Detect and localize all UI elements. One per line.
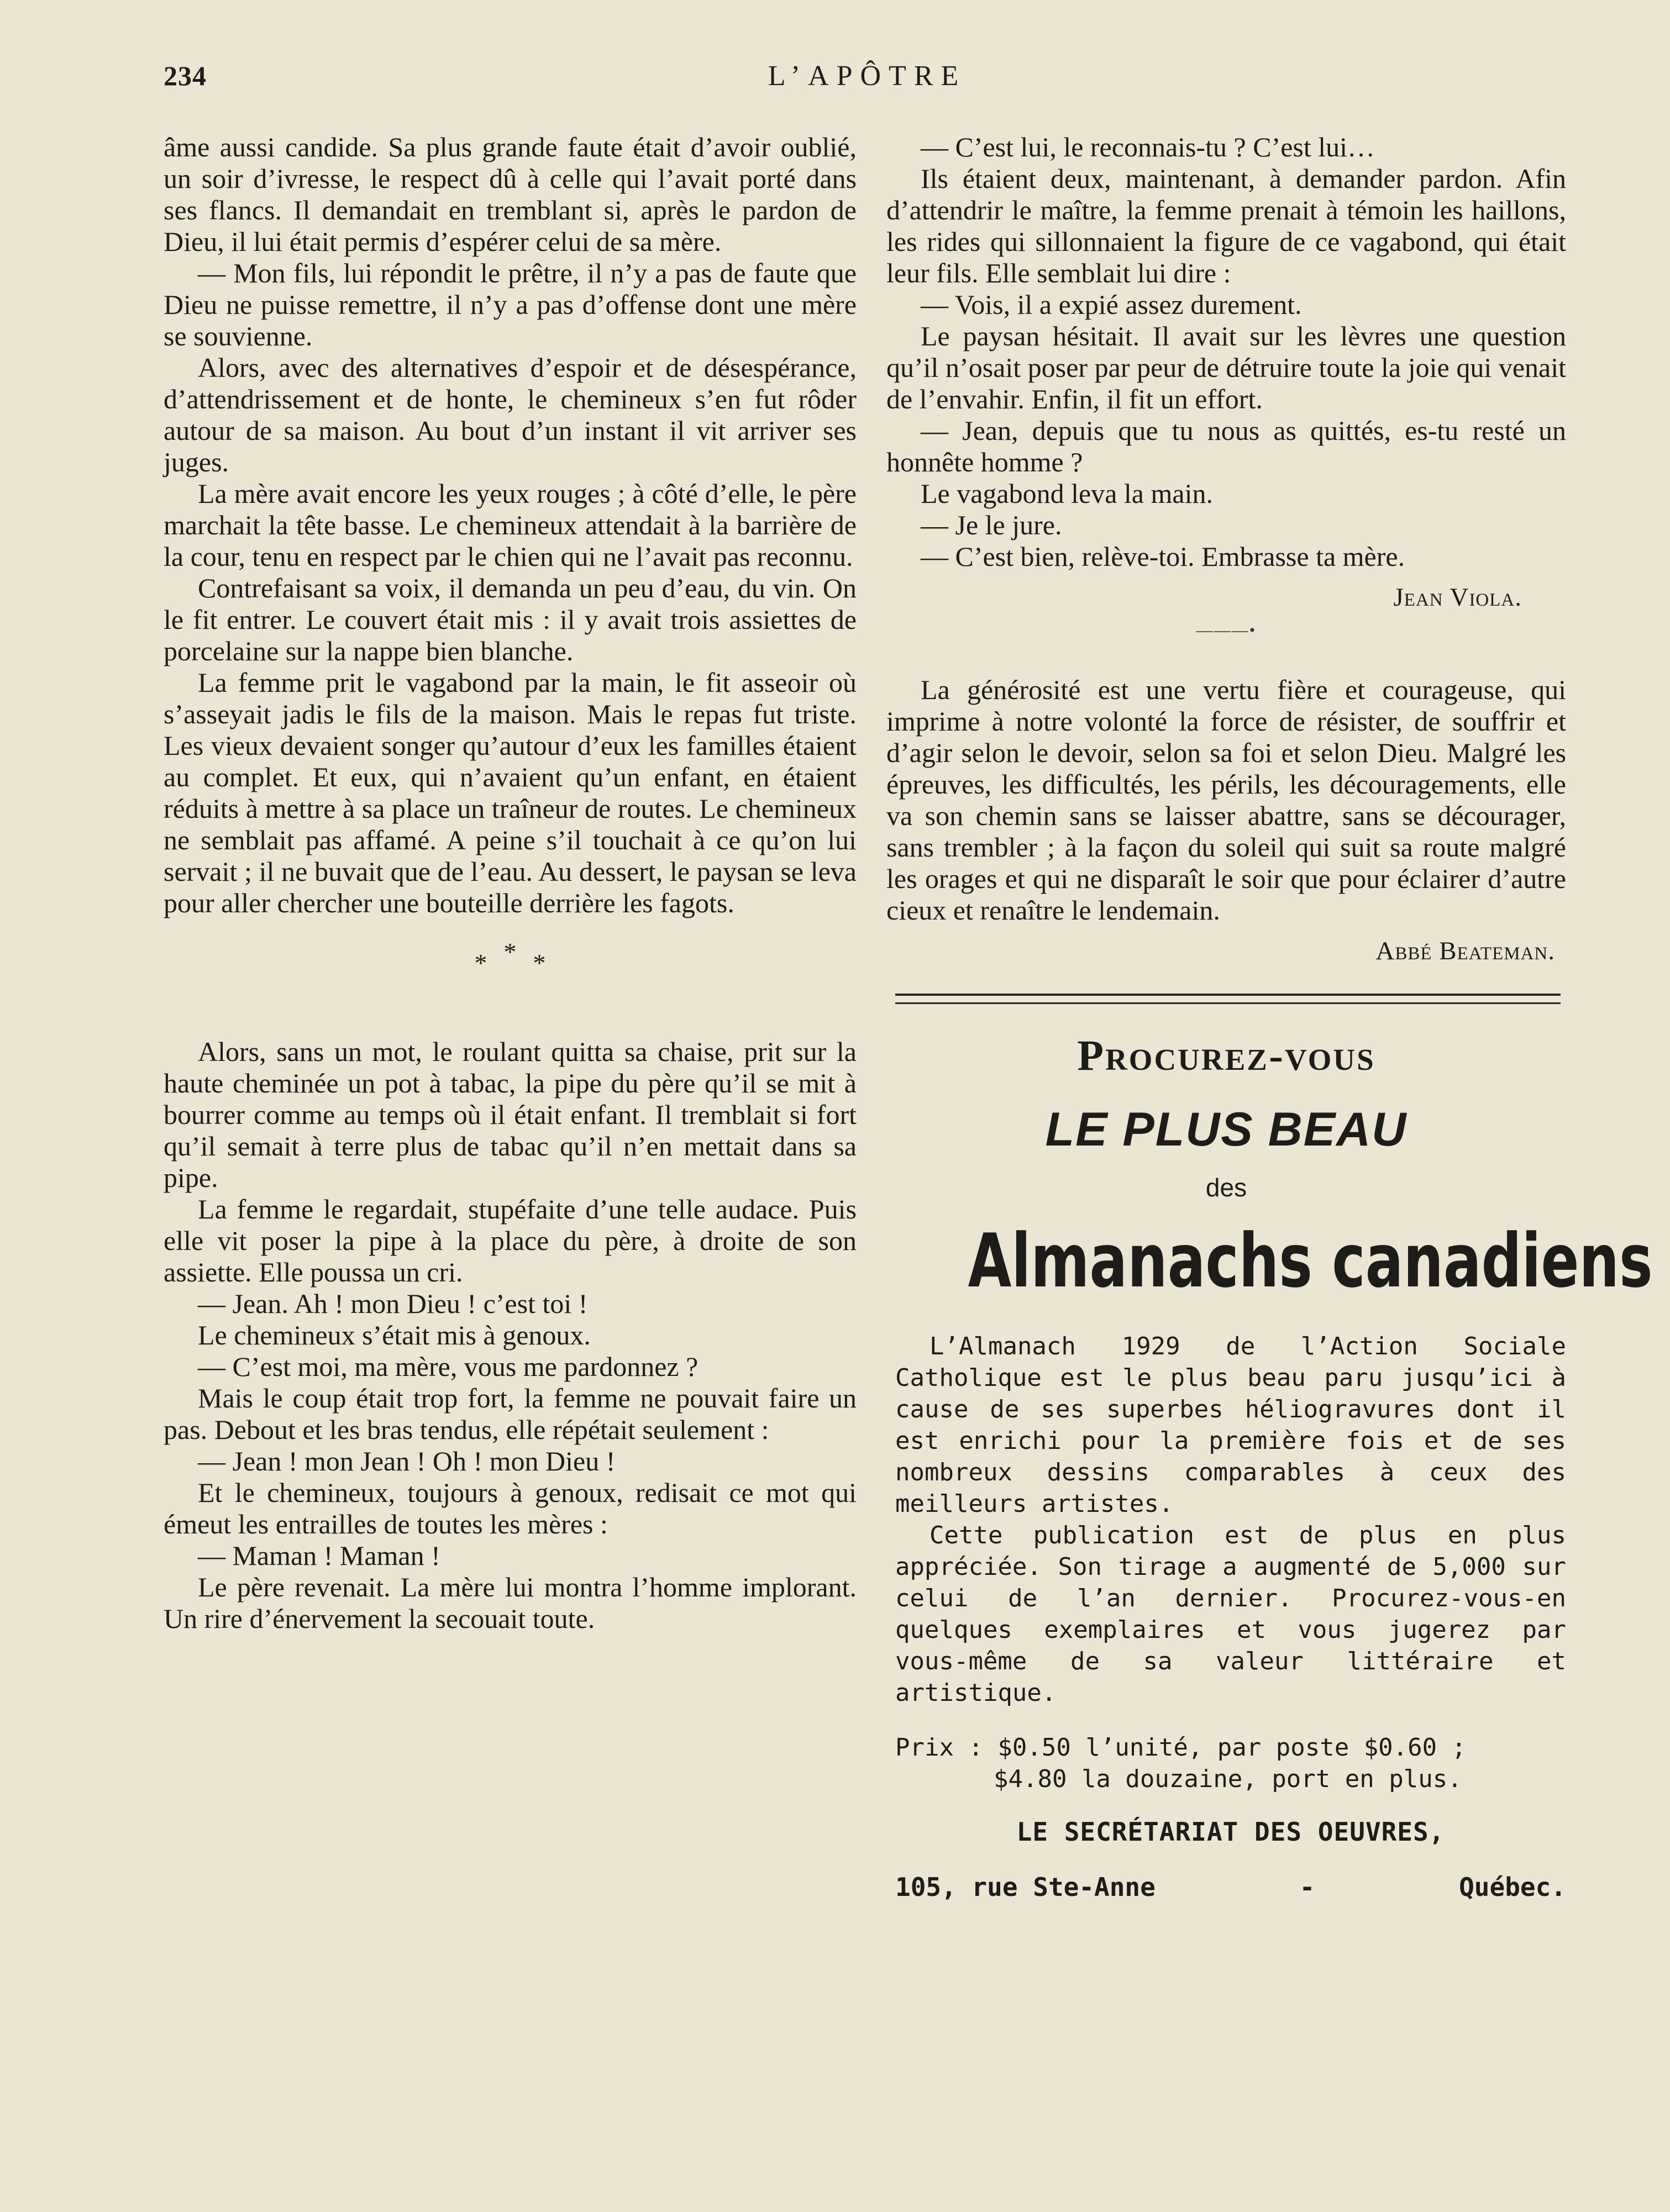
section-break-star: *	[503, 938, 517, 966]
dialogue-line: — C’est bien, relève-toi. Embrasse ta mère.	[921, 541, 1405, 572]
quote-paragraph: La générosité est une vertu fière et courageuse, qui imprime à notre volonté la force de résister, de souffrir et d’agir selon le devoir, selon sa foi et selon Dieu. Malgré les épreuves, les difficultés, les périls, les découragements, elle va son chemin sans se laisser abattre, sans se décourager, sans trembler ; à la façon du soleil qui suit sa route malgré les orages et qui ne disparaît le soir que pour éclairer d’autre cieux et renaître le lendemain.	[886, 674, 1566, 926]
ad-body-paragraph: Cette publication est de plus en plus appréciée. Son tirage a augmenté de 5,000 sur celui de l’an dernier. Procurez-vous-en quelques exemplaires et vous jugerez par vous-même de sa valeur littéraire et artistique.	[895, 1521, 1566, 1707]
story-paragraph: Ils étaient deux, maintenant, à demander pardon. Afin d’attendrir le maître, la femme prenait à témoin les haillons, les rides qui sillonnaient la figure de ce vagabond, qui était leur fils. Elle semblait lui dire :	[886, 163, 1566, 288]
story-paragraph: Alors, avec des alternatives d’espoir et de désespérance, d’attendrissement et de honte, le chemineux s’en fut rôder autour de sa maison. Au bout d’un instant il vit arriver ses juges.	[164, 352, 857, 477]
story-paragraph: Le père revenait. La mère lui montra l’homme implorant. Un rire d’énervement la secouait toute.	[164, 1572, 857, 1634]
dialogue-line: — C’est lui, le reconnais-tu ? C’est lui…	[921, 132, 1375, 162]
almanac-advertisement	[886, 994, 1653, 1902]
right-column	[886, 132, 1653, 1902]
section-break-star: *	[533, 949, 546, 977]
story-paragraph: Le chemineux s’était mis à genoux.	[198, 1320, 591, 1351]
section-divider: ———•	[1196, 621, 1257, 639]
ad-address-city: Québec.	[1459, 1872, 1566, 1902]
ad-top-rule	[895, 994, 1561, 1004]
dialogue-line: — Jean, depuis que tu nous as quittés, es-tu resté un honnête homme ?	[886, 415, 1566, 477]
ad-body-paragraph: L’Almanach 1929 de l’Action Sociale Catholique est le plus beau paru jusqu’ici à cause de ses superbes héliogravures dont il est enrichi pour la première fois et de ses nombreux dessins comparables à ceux des meilleurs artistes.	[895, 1332, 1566, 1518]
ad-product-title: Almanachs canadiens	[968, 1218, 1653, 1304]
section-break-star: *	[474, 949, 487, 977]
ad-address-street: 105, rue Ste-Anne	[895, 1872, 1156, 1902]
ad-price-line: $4.80 la douzaine, port en plus.	[994, 1765, 1462, 1793]
running-head	[164, 60, 1571, 98]
story-paragraph: Contrefaisant sa voix, il demanda un peu d’eau, du vin. On le fit entrer. Le couvert était mis : il y avait trois assiettes de porcelaine sur la nappe bien blanche.	[164, 572, 857, 666]
dialogue-line: — Jean. Ah ! mon Dieu ! c’est toi !	[198, 1288, 588, 1319]
left-column	[164, 132, 857, 1635]
story-paragraph: La femme le regardait, stupéfaite d’une telle audace. Puis elle vit poser la pipe à la place du père, à droite de son assiette. Elle poussa un cri.	[164, 1194, 857, 1288]
dialogue-line: — Je le jure.	[921, 509, 1062, 540]
ad-address	[895, 1872, 1566, 1902]
story-paragraph: La mère avait encore les yeux rouges ; à côté d’elle, le père marchait la tête basse. Le chemineux attendait à la barrière de la cour, tenu en respect par le chien qui ne l’avait pas reconnu.	[164, 478, 857, 572]
story-paragraph: Alors, sans un mot, le roulant quitta sa chaise, prit sur la haute cheminée un pot à tabac, la pipe du père qu’il se mit à bourrer comme au temps où il était enfant. Il tremblait si fort qu’il semait à terre plus de tabac qu’il n’en mettait dans sa pipe.	[164, 1036, 857, 1193]
page-number: 234	[164, 60, 207, 91]
dialogue-line: — Jean ! mon Jean ! Oh ! mon Dieu !	[198, 1446, 616, 1477]
dialogue-line: — C’est moi, ma mère, vous me pardonnez ?	[198, 1351, 699, 1382]
section-break	[164, 938, 857, 977]
dialogue-line: — Maman ! Maman !	[198, 1540, 440, 1571]
ad-headline: Procurez-vous	[1077, 1031, 1375, 1079]
quote-author-signature: Abbé Beateman.	[1375, 937, 1555, 965]
story-paragraph: Et le chemineux, toujours à genoux, redisait ce mot qui émeut les entrailles de toutes les mères :	[164, 1477, 857, 1540]
story-paragraph: — Mon fils, lui répondit le prêtre, il n’y a pas de faute que Dieu ne puisse remettre, il n’y a pas d’offense dont une mère se souvienne.	[164, 258, 857, 351]
ad-price	[895, 1732, 1566, 1795]
ad-address-dash: -	[1299, 1872, 1315, 1902]
story-paragraph: Mais le coup était trop fort, la femme ne pouvait faire un pas. Debout et les bras tendus, elle répétait seulement :	[164, 1383, 857, 1445]
story-paragraph: Le paysan hésitait. Il avait sur les lèvres une question qu’il n’osait poser par peur de détruire toute la joie qui venait de l’envahir. Enfin, il fit un effort.	[886, 320, 1566, 414]
journal-title: L’APÔTRE	[768, 60, 967, 92]
story-paragraph: La femme prit le vagabond par la main, le fit asseoir où s’asseyait jadis le fils de la maison. Mais le repas fut triste. Les vieux devaient songer qu’autour d’eux les familles étaient au complet. Et eux, qui n’avaient qu’un enfant, en étaient réduits à mettre à sa place un traîneur de routes. Le chemineux ne semblait pas affamé. A peine s’il touchait à ce qu’on lui servait ; il ne buvait que de l’eau. Au dessert, le paysan se leva pour aller chercher une bouteille derrière les fagots.	[164, 667, 857, 918]
ad-publisher: LE SECRÉTARIAT DES OEUVRES,	[1016, 1817, 1445, 1847]
ad-subheadline: LE PLUS BEAU	[1045, 1103, 1408, 1156]
story-author-signature: Jean Viola.	[1393, 583, 1522, 612]
story-paragraph: Le vagabond leva la main.	[921, 478, 1213, 509]
ad-price-line: Prix : $0.50 l’unité, par poste $0.60 ;	[895, 1733, 1467, 1762]
ad-connector: des	[1205, 1173, 1247, 1202]
dialogue-line: — Vois, il a expié assez durement.	[921, 289, 1302, 320]
story-paragraph: âme aussi candide. Sa plus grande faute était d’avoir oublié, un soir d’ivresse, le respect dû à celle qui l’avait porté dans ses flancs. Il demandait en tremblant si, après le pardon de Dieu, il lui était permis d’espérer celui de sa mère.	[164, 132, 857, 257]
